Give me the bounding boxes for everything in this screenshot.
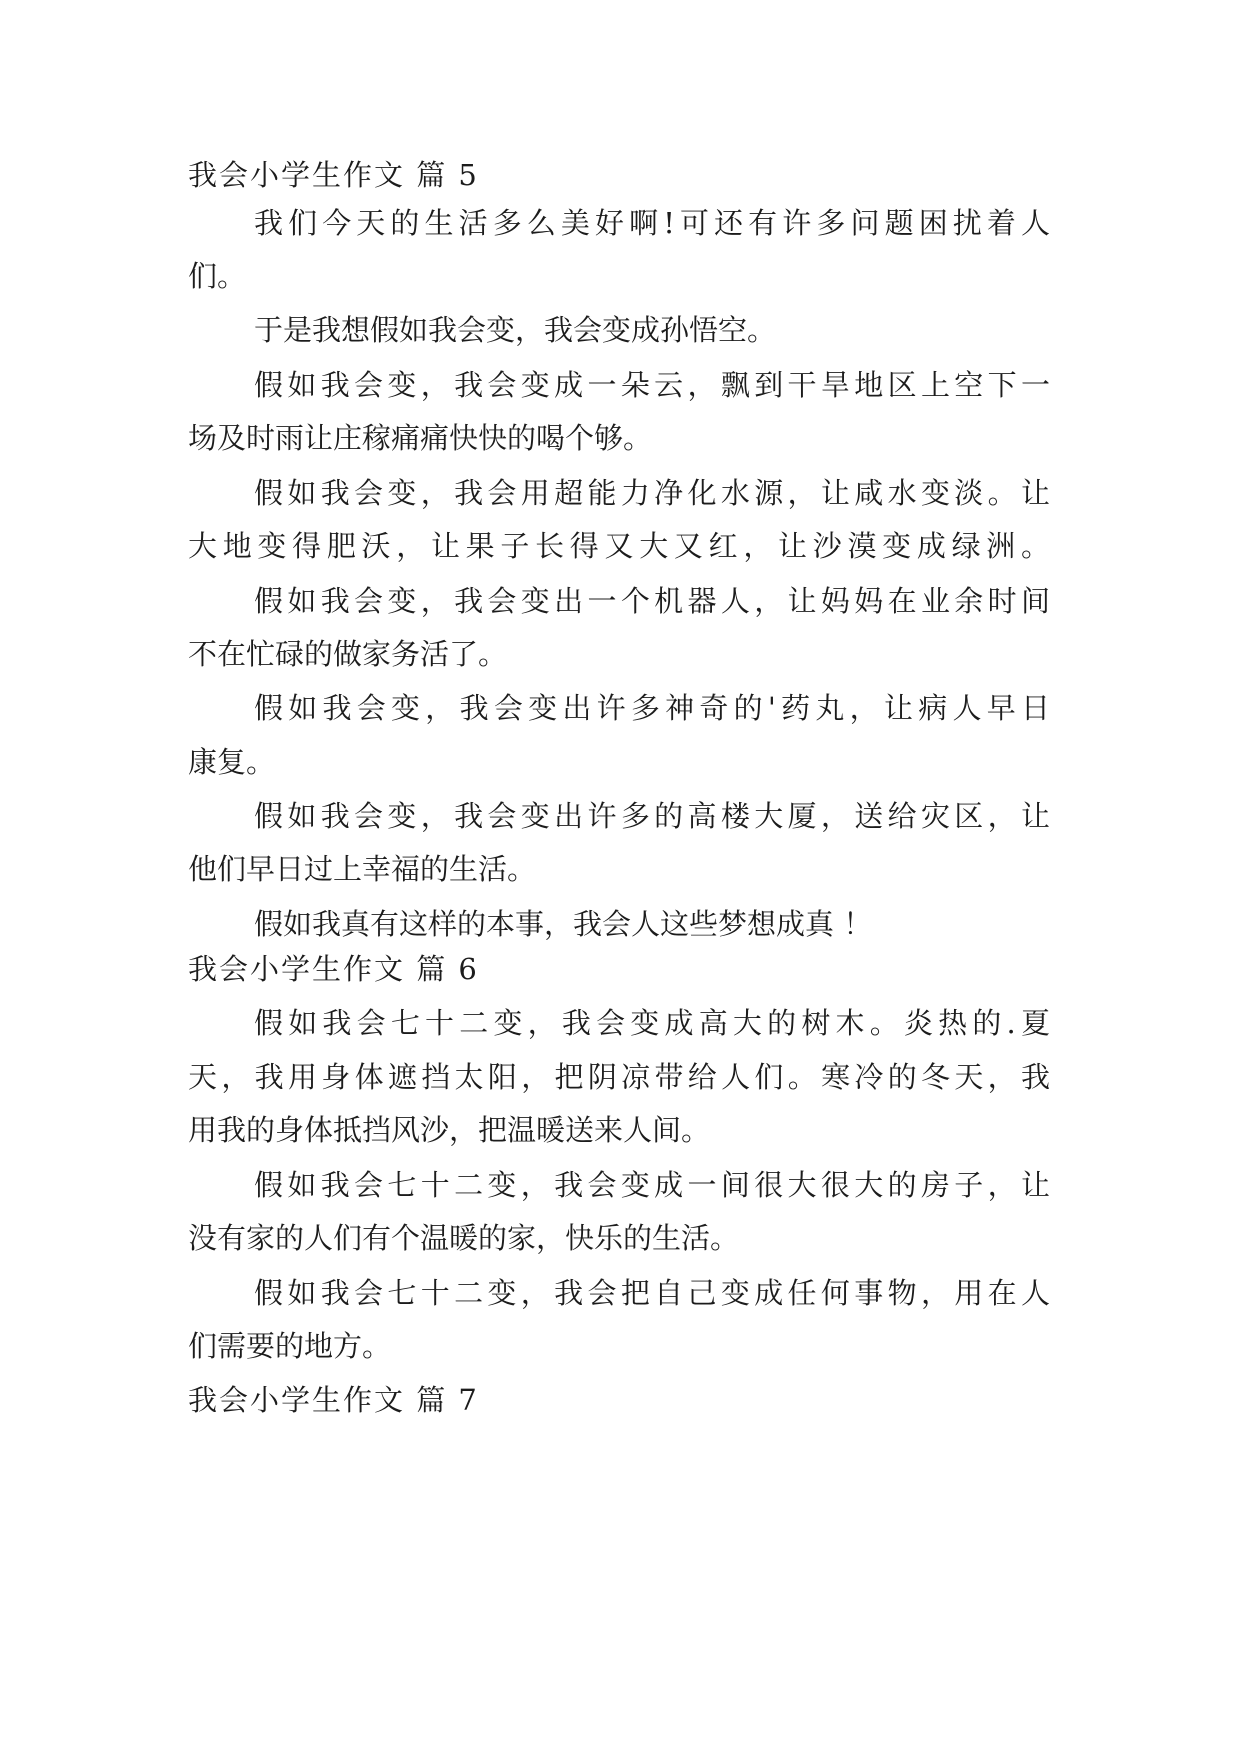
paragraph-line: 我们今天的生活多么美好啊!可还有许多问题困扰着人: [254, 206, 1050, 240]
paragraph-line: 假如我会变，我会用超能力净化水源，让咸水变淡。让: [254, 476, 1050, 510]
paragraph-line: 大地变得肥沃，让果子长得又大又红，让沙漠变成绿洲。: [188, 529, 1050, 563]
paragraph-line: 假如我会变，我会变出一个机器人，让妈妈在业余时间: [254, 584, 1050, 618]
paragraph-line: 假如我会七十二变，我会变成高大的树木。炎热的.夏: [254, 1006, 1050, 1040]
paragraph-line: 假如我会七十二变，我会变成一间很大很大的房子，让: [254, 1168, 1050, 1202]
paragraph-line: 假如我会变，我会变出许多神奇的'药丸，让病人早日: [254, 691, 1050, 725]
paragraph-line: 不在忙碌的做家务活了。: [188, 637, 508, 671]
paragraph-line: 他们早日过上幸福的生活。: [188, 852, 537, 886]
paragraph-line: 假如我会变，我会变出许多的高楼大厦，送给灾区，让: [254, 799, 1050, 833]
paragraph-line: 没有家的人们有个温暖的家，快乐的生活。: [188, 1221, 740, 1255]
paragraph-line: 假如我真有这样的本事，我会人这些梦想成真 ！: [254, 907, 873, 941]
paragraph-line: 用我的身体抵挡风沙，把温暖送来人间。: [188, 1113, 711, 1147]
paragraph-line: 假如我会七十二变，我会把自己变成任何事物，用在人: [254, 1276, 1050, 1310]
paragraph-line: 于是我想假如我会变，我会变成孙悟空。: [254, 313, 777, 347]
section-heading: 我会小学生作文 篇 6: [188, 952, 479, 986]
section-heading: 我会小学生作文 篇 5: [188, 158, 479, 192]
paragraph-line: 们。: [188, 259, 247, 293]
paragraph-line: 康复。: [188, 745, 276, 779]
paragraph-line: 假如我会变，我会变成一朵云，飘到干旱地区上空下一: [254, 368, 1050, 402]
section-heading: 我会小学生作文 篇 7: [188, 1383, 479, 1417]
paragraph-line: 天，我用身体遮挡太阳，把阴凉带给人们。寒冷的冬天，我: [188, 1060, 1050, 1094]
paragraph-line: 们需要的地方。: [188, 1329, 392, 1363]
paragraph-line: 场及时雨让庄稼痛痛快快的喝个够。: [188, 421, 653, 455]
